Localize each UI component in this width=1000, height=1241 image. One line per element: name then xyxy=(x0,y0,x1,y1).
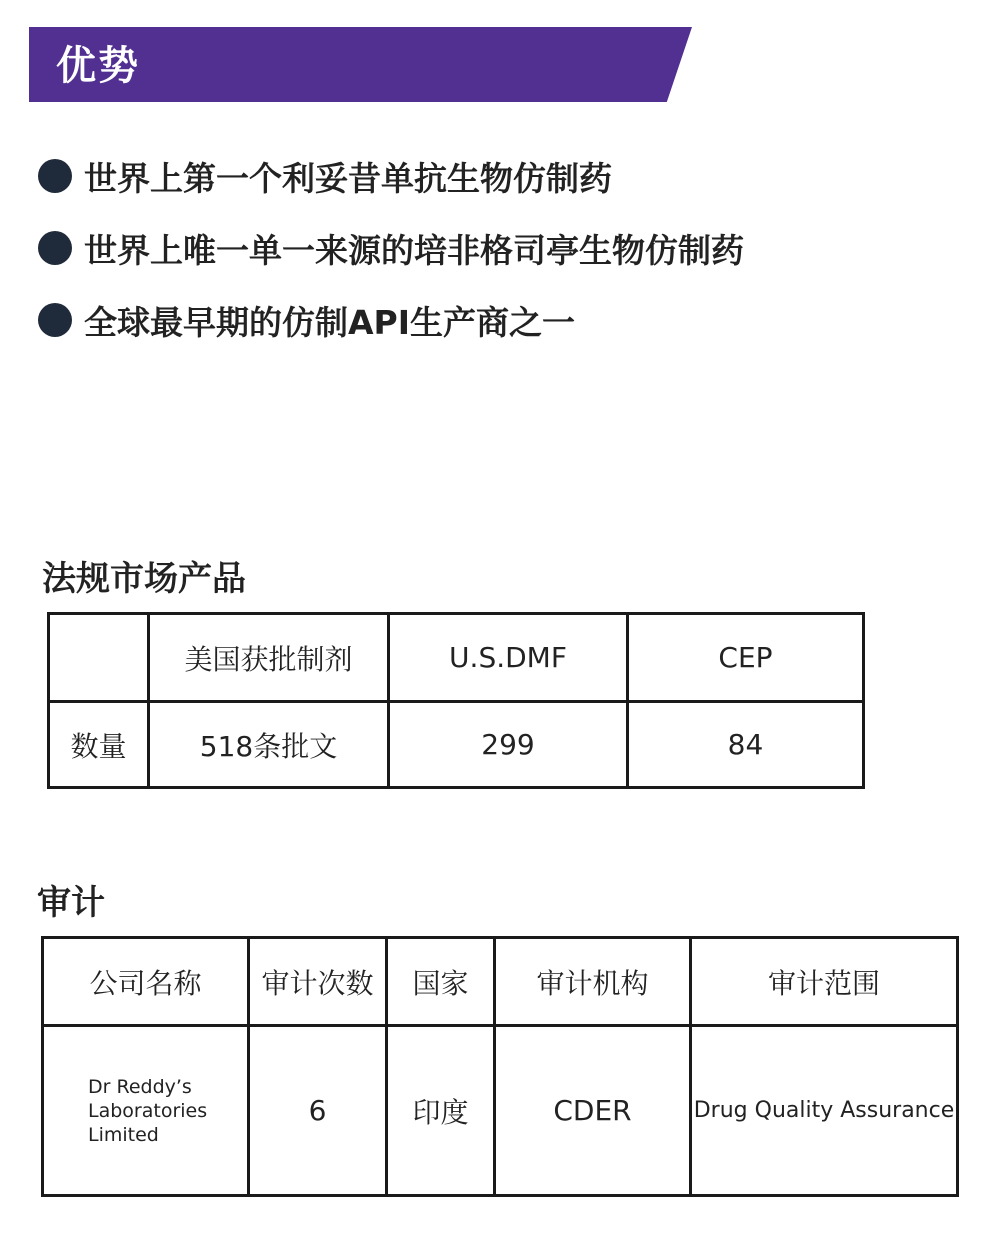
bullet-dot-icon xyxy=(38,159,72,193)
company-name-line: Limited xyxy=(88,1123,159,1146)
company-name-line: Laboratories xyxy=(88,1099,208,1122)
header-cell: 审计机构 xyxy=(495,938,691,1026)
banner-title: 优势 xyxy=(56,43,140,89)
audit-table xyxy=(41,936,959,1197)
table-cell: 84 xyxy=(628,702,864,788)
header-cell: 公司名称 xyxy=(43,938,249,1026)
company-name-line: Dr Reddy’s xyxy=(88,1075,192,1098)
country-cell: 印度 xyxy=(387,1026,495,1196)
table-cell: 518条批文 xyxy=(149,702,389,788)
advantage-item xyxy=(38,228,744,268)
advantage-text: 世界上唯一单一来源的培非格司亭生物仿制药 xyxy=(84,230,744,270)
table-header-row xyxy=(43,938,958,1026)
table-row xyxy=(49,702,864,788)
advantage-text: 世界上第一个利妥昔单抗生物仿制药 xyxy=(84,158,612,198)
regulatory-table xyxy=(47,612,865,789)
header-cell: CEP xyxy=(628,614,864,702)
header-cell: U.S.DMF xyxy=(389,614,628,702)
regulatory-section-title: 法规市场产品 xyxy=(42,559,246,599)
table-row xyxy=(43,1026,958,1196)
audit-count-cell: 6 xyxy=(249,1026,387,1196)
header-cell: 审计次数 xyxy=(249,938,387,1026)
header-cell: 审计范围 xyxy=(691,938,958,1026)
row-label-cell: 数量 xyxy=(49,702,149,788)
agency-cell: CDER xyxy=(495,1026,691,1196)
company-name-cell xyxy=(43,1026,249,1196)
header-cell: 美国获批制剂 xyxy=(149,614,389,702)
table-header-row xyxy=(49,614,864,702)
bullet-dot-icon xyxy=(38,303,72,337)
audit-section-title: 审计 xyxy=(37,883,105,923)
header-cell: 国家 xyxy=(387,938,495,1026)
bullet-dot-icon xyxy=(38,231,72,265)
advantage-text: 全球最早期的仿制API生产商之一 xyxy=(84,302,576,342)
advantage-item xyxy=(38,300,575,340)
scope-cell: Drug Quality Assurance xyxy=(691,1026,958,1196)
table-cell: 299 xyxy=(389,702,628,788)
header-cell xyxy=(49,614,149,702)
advantage-item xyxy=(38,156,612,196)
